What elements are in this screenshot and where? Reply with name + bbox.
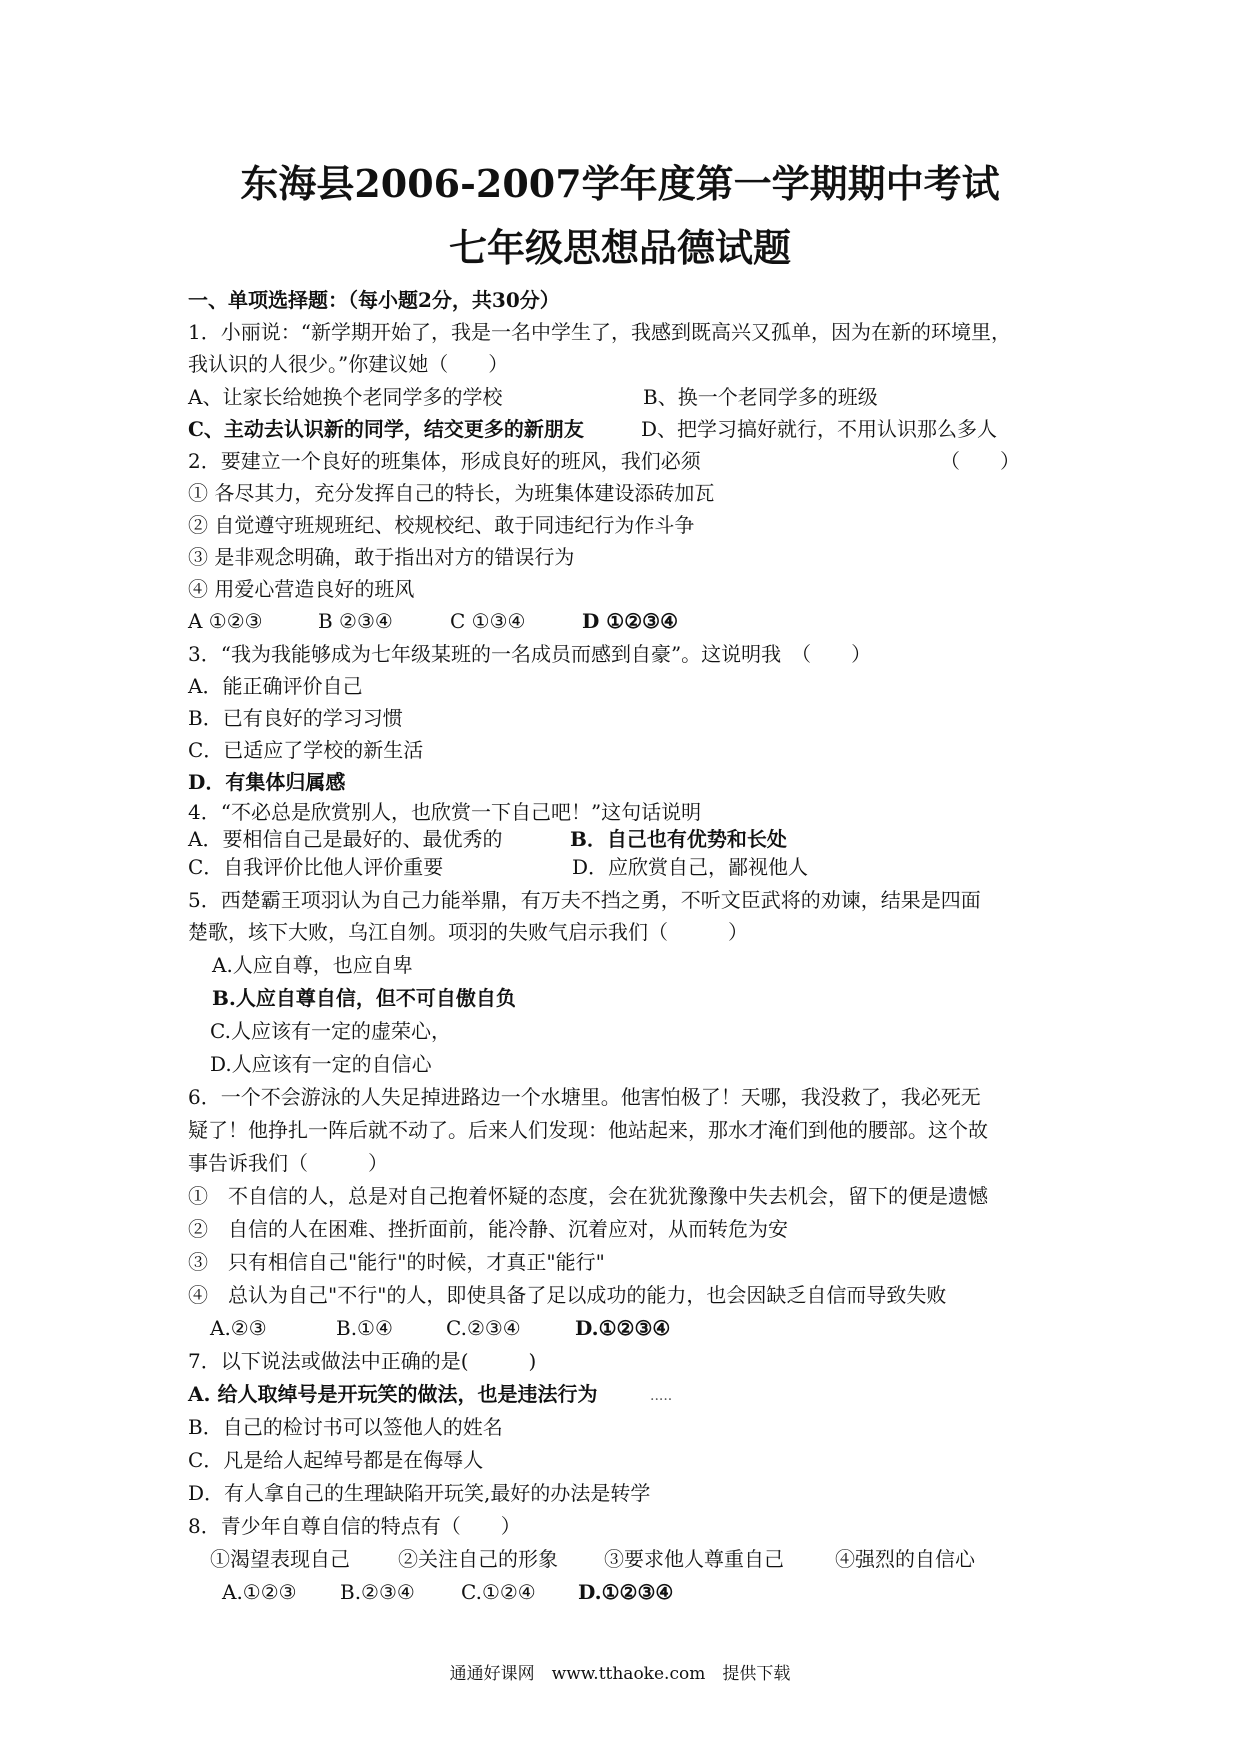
q2-statement-2: ② 自觉遵守班规班纪、校规校纪、敢于同违纪行为作斗争 bbox=[188, 513, 695, 537]
q8-option-a: A.①②③ bbox=[222, 1580, 297, 1604]
q6-option-c: C.②③④ bbox=[446, 1316, 521, 1340]
q8-option-d: D.①②③④ bbox=[578, 1580, 674, 1604]
q2-answer-paren: （ ） bbox=[940, 449, 1020, 473]
q5-option-d: D.人应该有一定的自信心 bbox=[210, 1052, 432, 1076]
q2-option-d: D ①②③④ bbox=[582, 609, 679, 633]
q4-stem: 4．“不必总是欣赏别人，也欣赏一下自己吧！”这句话说明 bbox=[188, 800, 702, 824]
q6-stem-line2: 疑了！他挣扎一阵后就不动了。后来人们发现：他站起来，那水才淹们到他的腰部。这个故 bbox=[188, 1118, 988, 1142]
q1-option-b: B、换一个老同学多的班级 bbox=[643, 385, 878, 409]
q7-option-a: A. 给人取绰号是开玩笑的做法，也是违法行为 bbox=[188, 1382, 598, 1406]
q3-option-c: C．已适应了学校的新生活 bbox=[188, 738, 424, 762]
q3-stem: 3．“我为我能够成为七年级某班的一名成员而感到自豪”。这说明我 （ ） bbox=[188, 642, 872, 666]
q7-emphasis-dots: ..... bbox=[650, 1388, 673, 1404]
q2-statement-1: ① 各尽其力，充分发挥自己的特长，为班集体建设添砖加瓦 bbox=[188, 481, 715, 505]
q8-statement-3: ③要求他人尊重自己 bbox=[604, 1547, 784, 1571]
q6-option-b: B.①④ bbox=[336, 1316, 393, 1340]
q3-option-d: D．有集体归属感 bbox=[188, 770, 346, 794]
q7-option-d: D．有人拿自己的生理缺陷开玩笑,最好的办法是转学 bbox=[188, 1481, 651, 1505]
q4-option-a: A．要相信自己是最好的、最优秀的 bbox=[188, 827, 503, 851]
q8-statement-1: ①渴望表现自己 bbox=[210, 1547, 350, 1571]
page-footer: 通通好课网 www.tthaoke.com 提供下载 bbox=[449, 1664, 791, 1684]
q6-option-d: D.①②③④ bbox=[575, 1316, 671, 1340]
q3-option-a: A．能正确评价自己 bbox=[188, 674, 363, 698]
q2-option-c: C ①③④ bbox=[450, 609, 526, 633]
q1-option-a: A、让家长给她换个老同学多的学校 bbox=[188, 385, 503, 409]
q1-stem-line1: 1．小丽说：“新学期开始了，我是一名中学生了，我感到既高兴又孤单，因为在新的环境里， bbox=[188, 320, 1011, 344]
q7-stem: 7．以下说法或做法中正确的是( ) bbox=[188, 1349, 537, 1373]
q4-option-b: B．自己也有优势和长处 bbox=[570, 827, 787, 851]
q7-option-c: C．凡是给人起绰号都是在侮辱人 bbox=[188, 1448, 484, 1472]
q6-statement-3: ③ 只有相信自己"能行"的时候，才真正"能行" bbox=[188, 1250, 605, 1274]
q8-statement-4: ④强烈的自信心 bbox=[835, 1547, 975, 1571]
q2-statement-3: ③ 是非观念明确，敢于指出对方的错误行为 bbox=[188, 545, 575, 569]
q4-option-d: D．应欣赏自己，鄙视他人 bbox=[572, 855, 809, 879]
q5-option-c: C.人应该有一定的虚荣心， bbox=[210, 1019, 451, 1043]
q5-stem-line1: 5．西楚霸王项羽认为自己力能举鼎，有万夫不挡之勇，不听文臣武将的劝谏，结果是四面 bbox=[188, 888, 981, 912]
q7-option-b: B．自己的检讨书可以签他人的姓名 bbox=[188, 1415, 503, 1439]
q1-option-d: D、把学习搞好就行，不用认识那么多人 bbox=[641, 417, 998, 441]
q5-option-b: B.人应自尊自信，但不可自傲自负 bbox=[212, 986, 516, 1010]
exam-title: 东海县2006-2007学年度第一学期期中考试 bbox=[240, 161, 1000, 206]
q6-option-a: A.②③ bbox=[210, 1316, 267, 1340]
q4-option-c: C．自我评价比他人评价重要 bbox=[188, 855, 444, 879]
q8-statement-2: ②关注自己的形象 bbox=[398, 1547, 558, 1571]
q6-statement-2: ② 自信的人在困难、挫折面前，能冷静、沉着应对，从而转危为安 bbox=[188, 1217, 788, 1241]
q2-stem: 2．要建立一个良好的班集体，形成良好的班风，我们必须 bbox=[188, 449, 701, 473]
q1-stem-line2: 我认识的人很少。”你建议她（ ） bbox=[188, 352, 509, 376]
q8-option-b: B.②③④ bbox=[340, 1580, 415, 1604]
q2-statement-4: ④ 用爱心营造良好的班风 bbox=[188, 577, 415, 601]
q8-option-c: C.①②④ bbox=[461, 1580, 536, 1604]
q1-option-c: C、主动去认识新的同学，结交更多的新朋友 bbox=[188, 417, 584, 441]
q2-option-a: A ①②③ bbox=[188, 609, 263, 633]
exam-subtitle: 七年级思想品德试题 bbox=[448, 225, 791, 270]
q5-stem-line2: 楚歌，垓下大败，乌江自刎。项羽的失败气启示我们（ ） bbox=[188, 920, 748, 944]
section-heading: 一、单项选择题：（每小题2分，共30分） bbox=[188, 288, 560, 312]
q8-stem: 8．青少年自尊自信的特点有（ ） bbox=[188, 1514, 521, 1538]
q2-option-b: B ②③④ bbox=[318, 609, 393, 633]
q6-statement-1: ① 不自信的人，总是对自己抱着怀疑的态度，会在犹犹豫豫中失去机会，留下的便是遗憾 bbox=[188, 1184, 988, 1208]
q6-stem-line1: 6．一个不会游泳的人失足掉进路边一个水塘里。他害怕极了！天哪，我没救了，我必死无 bbox=[188, 1085, 981, 1109]
q6-stem-line3: 事告诉我们（ ） bbox=[188, 1151, 388, 1175]
q6-statement-4: ④ 总认为自己"不行"的人，即使具备了足以成功的能力，也会因缺乏自信而导致失败 bbox=[188, 1283, 947, 1307]
q5-option-a: A.人应自尊，也应自卑 bbox=[212, 953, 413, 977]
q3-option-b: B．已有良好的学习习惯 bbox=[188, 706, 403, 730]
